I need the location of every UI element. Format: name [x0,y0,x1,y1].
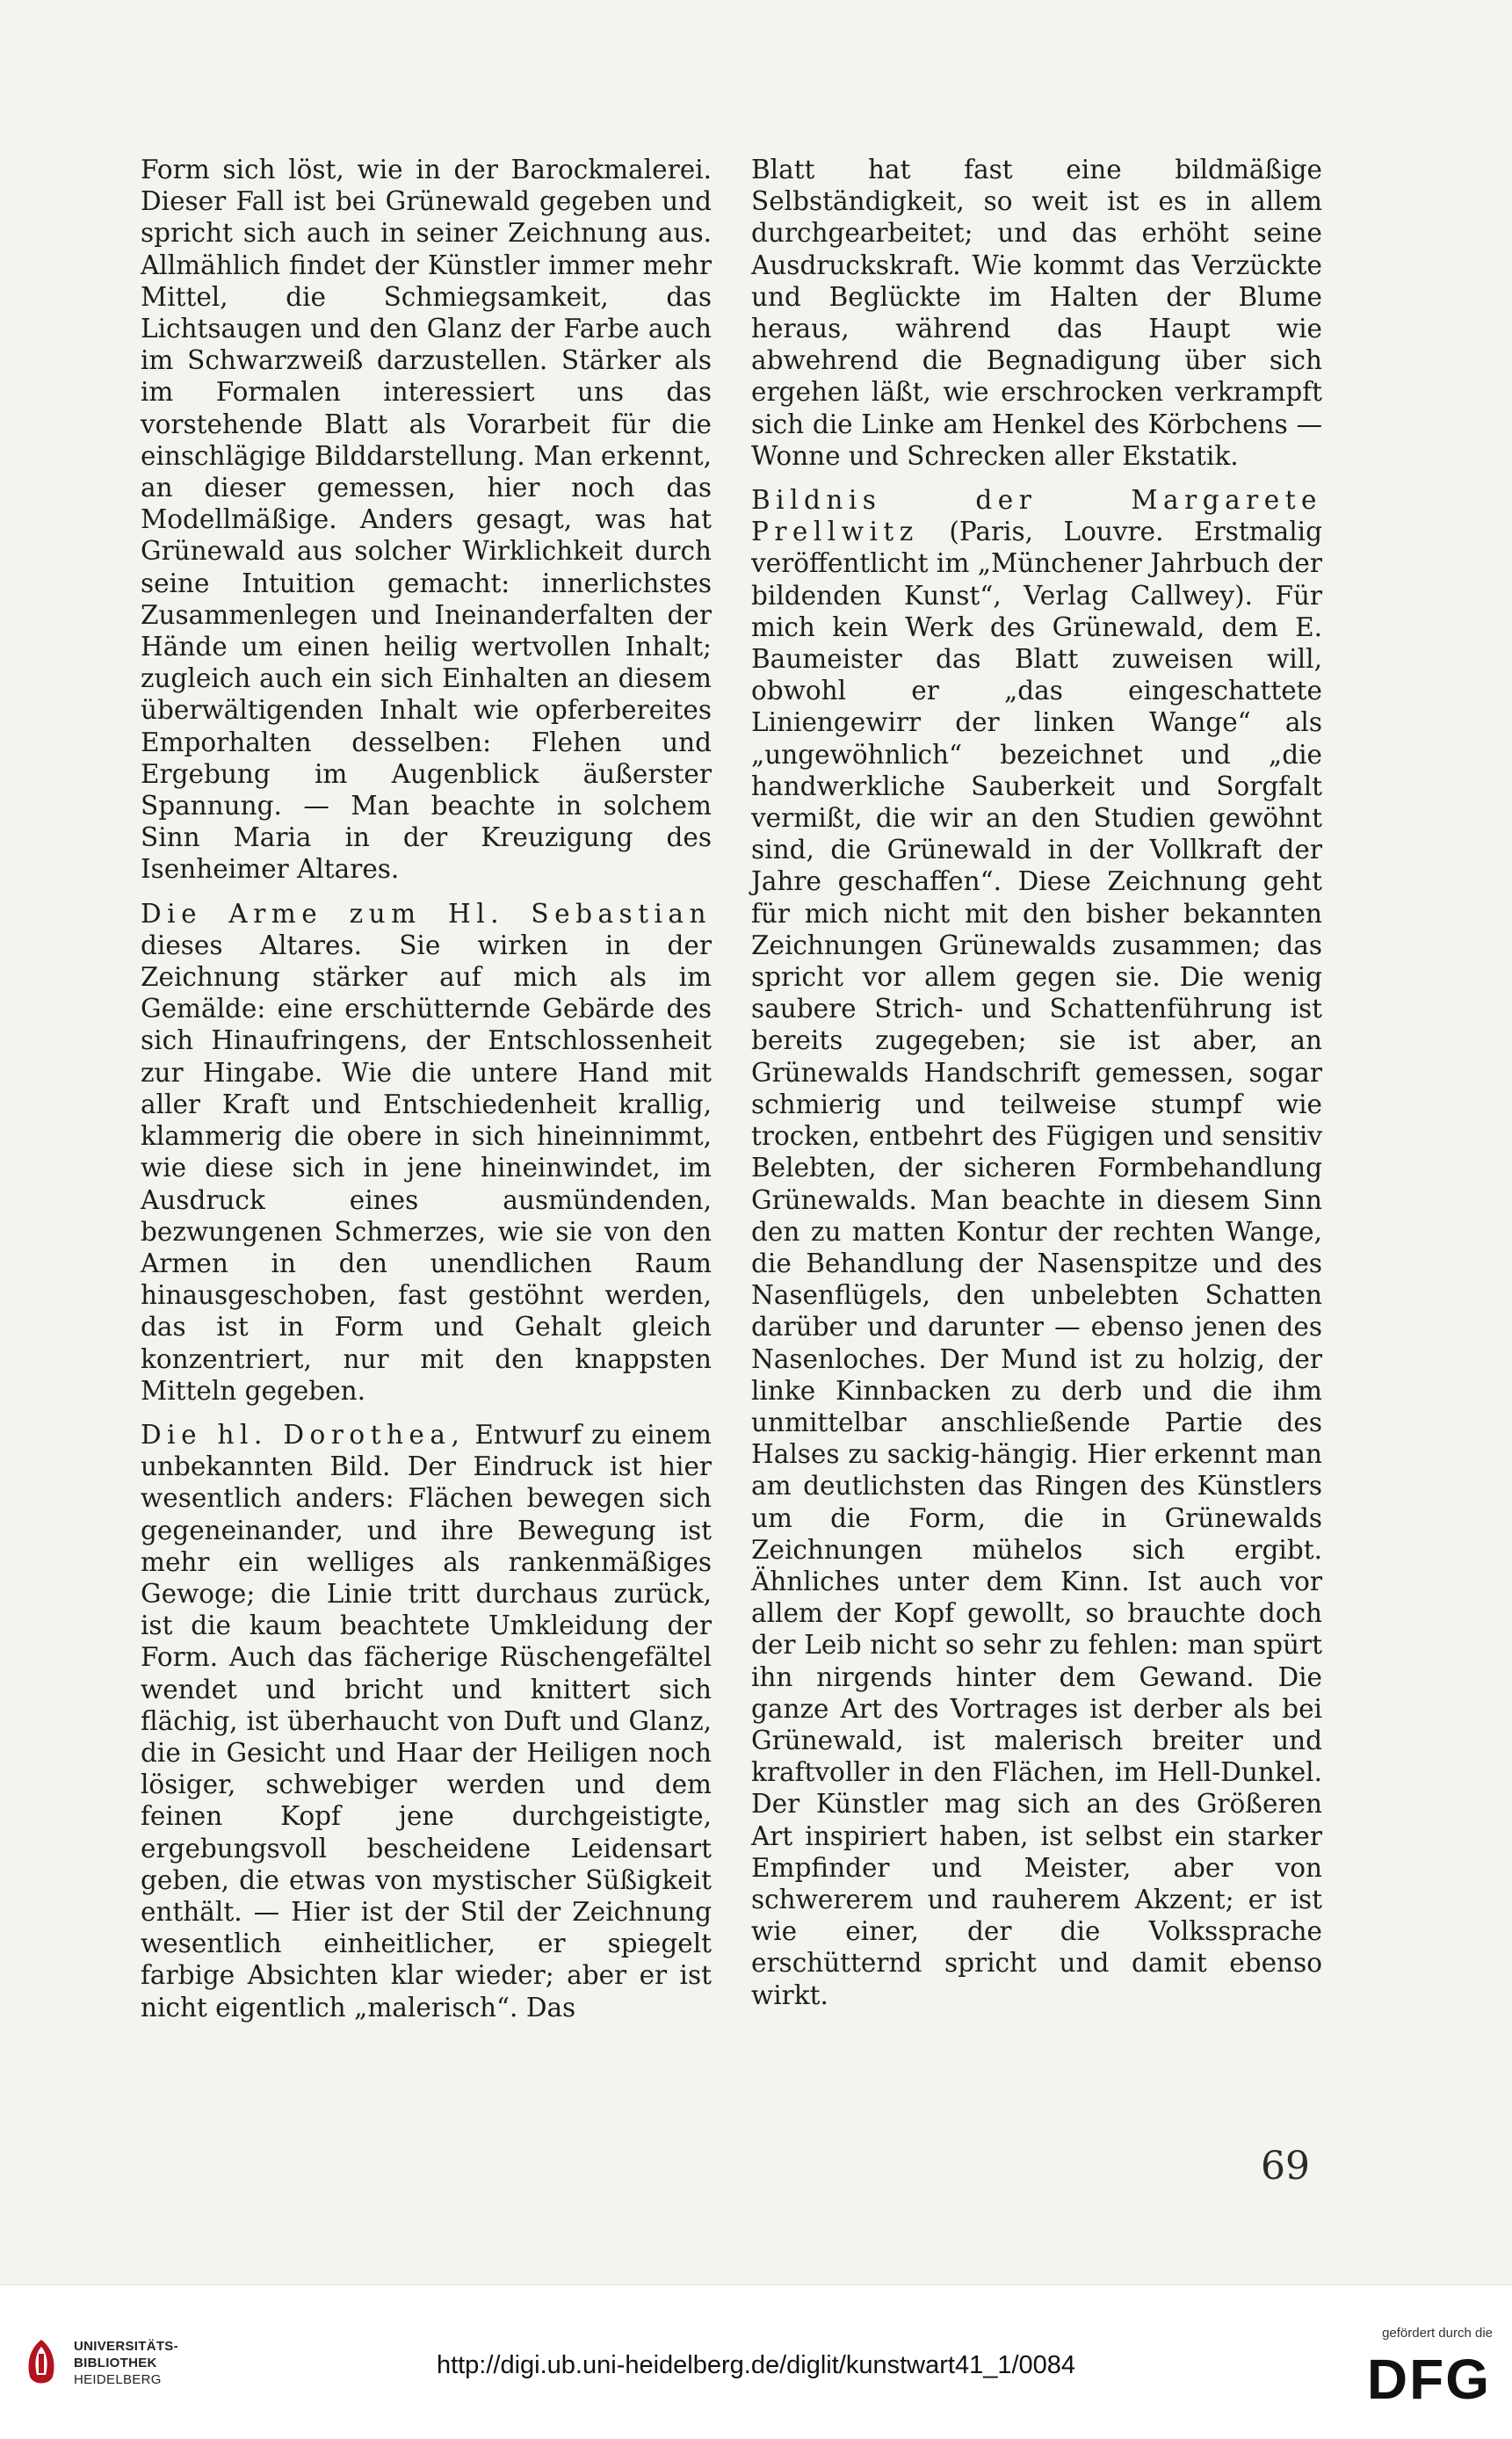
left-text-column [141,154,712,2023]
footer-bar [0,2284,1512,2439]
page-number: 69 [1261,2144,1310,2189]
section-body: (Paris, Louvre. Erstmalig veröffentlicht im „Münchener Jahrbuch der bildenden Kunst“, Verlag Callwey). Für mich kein Werk des Grünewald, dem E. Baumeister das Blatt zuweisen will, obwohl er „das eingeschattete Liniengewirr der linken Wange“ als „ungewöhnlich“ bezeichnet und „die handwerkliche Sauberkeit und Sorgfalt vermißt, die wir an den Studien gewöhnt sind, die Grünewald in der Vollkraft der Jahre geschaffen“. Diese Zeichnung geht für mich nicht mit den bisher bekannten Zeichnungen Grünewalds zusammen; das spricht vor allem gegen sie. Die wenig saubere Strich- und Schattenführung ist bereits zugegeben; sie ist aber, an Grünewalds Handschrift gemessen, sogar schmierig und teilweise stumpf wie trocken, entbehrt des Fügigen und sensitiv Belebten, der sicheren Formbehandlung Grünewalds. Man beachte in diesem Sinn den zu matten Kontur der rechten Wange, die Behandlung der Nasenspitze und des Nasenflügels, den unbelebten Schatten darüber und darunter — ebenso jenen des Nasenloches. Der Mund ist zu holzig, der linke Kinnbacken zu derb und die ihm unmittelbar anschließende Partie des Halses zu sackig-hängig. Hier erkennt man am deutlichsten das Ringen des Künstlers um die Form, die in Grünewalds Zeichnungen mühelos sich ergibt. Ähnliches unter dem Kinn. Ist auch vor allem der Kopf gewollt, so brauchte doch der Leib nicht so sehr zu fehlen: man spürt ihn nirgends hinter dem Gewand. Die ganze Art des Vortrages ist derber als bei Grünewald, ist malerisch breiter und kraftvoller in den Flächen, im Hell-Dunkel. Der Künstler mag sich an des Größeren Art inspiriert haben, ist selbst ein starker Empfinder und Meister, aber von schwererem und rauherem Akzent; er ist wie einer, der die Volkssprache erschütternd spricht und damit ebenso wirkt. [751,517,1322,2010]
paragraph [141,898,712,1407]
funded-by-label: gefördert durch die [1382,2326,1493,2341]
section-title: Die Arme zum Hl. Sebastian [141,898,712,929]
library-name: UNIVERSITÄTS- BIBLIOTHEK HEIDELBERG [74,2339,178,2387]
right-text-column [751,154,1322,2011]
dfg-logo: DFG [1366,2348,1491,2411]
section-title: Die hl. Dorothea, [141,1419,466,1450]
section-body: dieses Altares. Sie wirken in der Zeichnung stärker auf mich als im Gemälde: eine erschütternde Gebärde des sich Hinaufringens, der Entschlossenheit zur Hingabe. Wie die untere Hand mit aller Kraft und Entschiedenheit krallig, klammerig die obere in sich hineinnimmt, wie diese sich in jene hineinwindet, im Ausdruck eines ausmündenden, bezwungenen Schmerzes, wie sie von den Armen in den unendlichen Raum hinausgeschoben, fast gestöhnt werden, das ist in Form und Gehalt gleich konzentriert, nur mit den knappsten Mitteln gegeben. [141,930,712,1406]
section-title: Bildnis der Margarete Prellwitz [751,485,1322,547]
paragraph: Blatt hat fast eine bildmäßige Selbständigkeit, so weit ist es in allem durchgearbeitet; und das erhöht seine Ausdruckskraft. Wie kommt das Verzückte und Beglückte im Halten der Blume heraus, während das Haupt wie abwehrend die Begnadigung über sich ergehen läßt, wie erschrocken verkrampft sich die Linke am Henkel des Körbchens — Wonne und Schrecken aller Ekstatik. [751,155,1322,471]
paragraph [751,484,1322,2011]
section-body: Entwurf zu einem unbekannten Bild. Der Eindruck ist hier wesentlich anders: Flächen bewegen sich gegeneinander, und ihre Bewegung ist mehr ein welliges als rankenmäßiges Gewoge; die Linie tritt durchaus zurück, ist die kaum beachtete Umkleidung der Form. Auch das fächerige Rüschengefältel wendet und bricht und knittert sich flächig, ist überhaucht von Duft und Glanz, die in Gesicht und Haar der Heiligen noch lösiger, schwebiger werden und dem feinen Kopf jene durchgeistigte, ergebungsvoll bescheidene Leidensart geben, die etwas von mystischer Süßigkeit enthält. — Hier ist der Stil der Zeichnung wesentlich einheitlicher, er spiegelt farbige Absichten klar wieder; aber er ist nicht eigentlich „malerisch“. Das [141,1419,712,2023]
paragraph: Form sich löst, wie in der Barockmalerei. Dieser Fall ist bei Grünewald gegeben und spricht sich auch in seiner Zeichnung aus. Allmählich findet der Künstler immer mehr Mittel, die Schmiegsamkeit, das Lichtsaugen und den Glanz der Farbe auch im Schwarzweiß darzustellen. Stärker als im Formalen interessiert uns das vorstehende Blatt als Vorarbeit für die einschlägige Bilddarstellung. Man erkennt, an dieser gemessen, hier noch das Modellmäßige. Anders gesagt, was hat Grünewald aus solcher Wirklichkeit durch seine Intuition gemacht: innerlichstes Zusammenlegen und Ineinanderfalten der Hände um einen heilig wertvollen Inhalt; zugleich auch ein sich Einhalten an diesem überwältigenden Inhalt wie opferbereites Emporhalten desselben: Flehen und Ergebung im Augenblick äußerster Spannung. — Man beachte in solchem Sinn Maria in der Kreuzigung des Isenheimer Altares. [141,155,712,885]
permalink-url[interactable]: http://digi.ub.uni-heidelberg.de/diglit/kunstwart41_1/0084 [436,2351,1076,2379]
paragraph [141,1419,712,2023]
